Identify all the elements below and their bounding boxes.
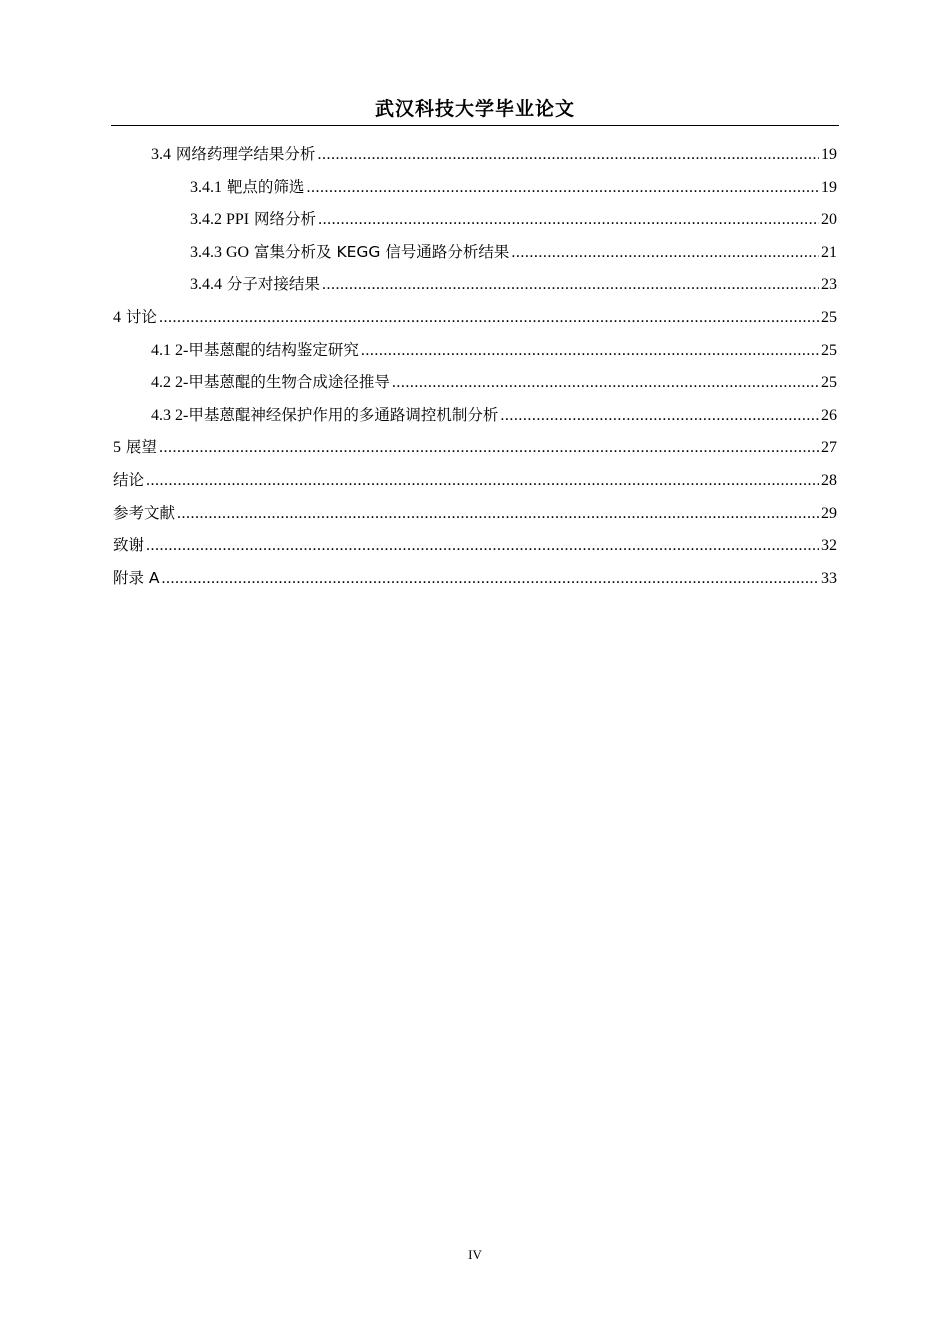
toc-entry-text: 富集分析及 KEGG 信号通路分析结果 [249, 242, 510, 261]
toc-entry-number: 4.2 2- [151, 374, 189, 392]
toc-dot-leader [322, 269, 819, 302]
toc-entry-text: 结论 [113, 470, 145, 489]
toc-entry-title [113, 431, 157, 465]
toc-entry-number: 4.3 2- [151, 406, 189, 424]
toc-entry-page: 25 [821, 341, 837, 359]
toc-entry-title [151, 334, 359, 368]
toc-entry-text: 展望 [121, 438, 157, 457]
toc-entry-page: 29 [821, 504, 837, 522]
toc-entry[interactable] [113, 236, 837, 269]
toc-entry-number: 3.4.2 PPI [190, 211, 250, 229]
toc-entry-title [113, 562, 160, 596]
page-header-title: 武汉科技大学毕业论文 [374, 98, 575, 120]
toc-entry-page: 32 [821, 537, 837, 555]
toc-entry-title [113, 497, 175, 531]
toc-entry-text: 甲基蒽醌的结构鉴定研究 [188, 340, 359, 359]
header-divider [111, 125, 839, 126]
table-of-contents [113, 138, 837, 594]
toc-entry[interactable] [113, 464, 837, 497]
toc-entry-page: 28 [821, 471, 837, 489]
toc-entry-text: 网络分析 [249, 210, 317, 229]
toc-entry[interactable] [113, 171, 837, 204]
toc-entry-title [113, 464, 144, 498]
toc-entry-text: 网络药理学结果分析 [171, 145, 316, 163]
toc-entry-text: 分子对接结果 [222, 275, 320, 294]
toc-entry-page: 19 [821, 178, 837, 196]
toc-entry[interactable] [113, 562, 837, 595]
toc-dot-leader [159, 302, 819, 335]
toc-dot-leader [318, 204, 819, 237]
toc-entry-page: 25 [821, 308, 837, 326]
toc-dot-leader [511, 237, 819, 270]
toc-entry-page: 25 [821, 374, 837, 392]
toc-dot-leader [146, 530, 819, 563]
toc-dot-leader [146, 465, 819, 498]
toc-entry-page: 26 [821, 406, 837, 424]
toc-entry[interactable] [113, 497, 837, 530]
toc-entry-number: 3.4 [151, 146, 171, 163]
toc-entry[interactable] [113, 268, 837, 301]
toc-entry-text: 参考文献 [113, 503, 176, 522]
toc-entry[interactable] [113, 334, 837, 367]
toc-entry-page: 19 [821, 146, 837, 163]
toc-entry-title [151, 138, 315, 172]
toc-dot-leader [306, 172, 819, 205]
toc-entry-text: 附录 A [113, 568, 160, 587]
toc-entry[interactable] [113, 529, 837, 562]
toc-entry-number: 3.4.1 [190, 178, 222, 196]
toc-entry-title [151, 399, 498, 433]
toc-entry-page: 23 [821, 276, 837, 294]
toc-entry-page: 27 [821, 439, 837, 457]
toc-dot-leader [361, 335, 819, 368]
toc-entry-number: 3.4.4 [190, 276, 222, 294]
toc-entry-title [190, 171, 304, 205]
toc-dot-leader [177, 498, 819, 531]
toc-entry-title [113, 301, 157, 335]
toc-entry[interactable] [113, 138, 837, 171]
toc-entry-title [190, 268, 320, 302]
toc-entry[interactable] [113, 431, 837, 464]
toc-entry[interactable] [113, 399, 837, 432]
toc-entry-text: 甲基蒽醌神经保护作用的多通路调控机制分析 [188, 405, 499, 424]
toc-entry-number: 4.1 2- [151, 341, 189, 359]
toc-entry[interactable] [113, 203, 837, 236]
toc-entry-page: 21 [821, 243, 837, 261]
toc-entry[interactable] [113, 301, 837, 334]
toc-entry[interactable] [113, 366, 837, 399]
toc-dot-leader [159, 432, 819, 465]
toc-entry-number: 3.4.3 GO [190, 243, 250, 261]
toc-entry-page: 33 [821, 569, 837, 587]
page-number: IV [468, 1247, 482, 1262]
toc-entry-number: 5 [113, 439, 121, 457]
toc-entry-title [151, 366, 390, 400]
toc-entry-text: 致谢 [113, 536, 145, 555]
toc-entry-title [190, 236, 509, 270]
toc-entry-title [190, 203, 316, 237]
toc-entry-text: 讨论 [121, 307, 157, 326]
toc-dot-leader [317, 139, 819, 172]
toc-dot-leader [500, 400, 819, 433]
toc-entry-text: 甲基蒽醌的生物合成途径推导 [188, 373, 390, 392]
toc-entry-text: 靶点的筛选 [222, 177, 305, 196]
toc-entry-number: 4 [113, 308, 121, 326]
toc-dot-leader [392, 367, 819, 400]
toc-entry-title [113, 529, 144, 563]
toc-dot-leader [162, 563, 819, 596]
toc-entry-page: 20 [821, 211, 837, 229]
